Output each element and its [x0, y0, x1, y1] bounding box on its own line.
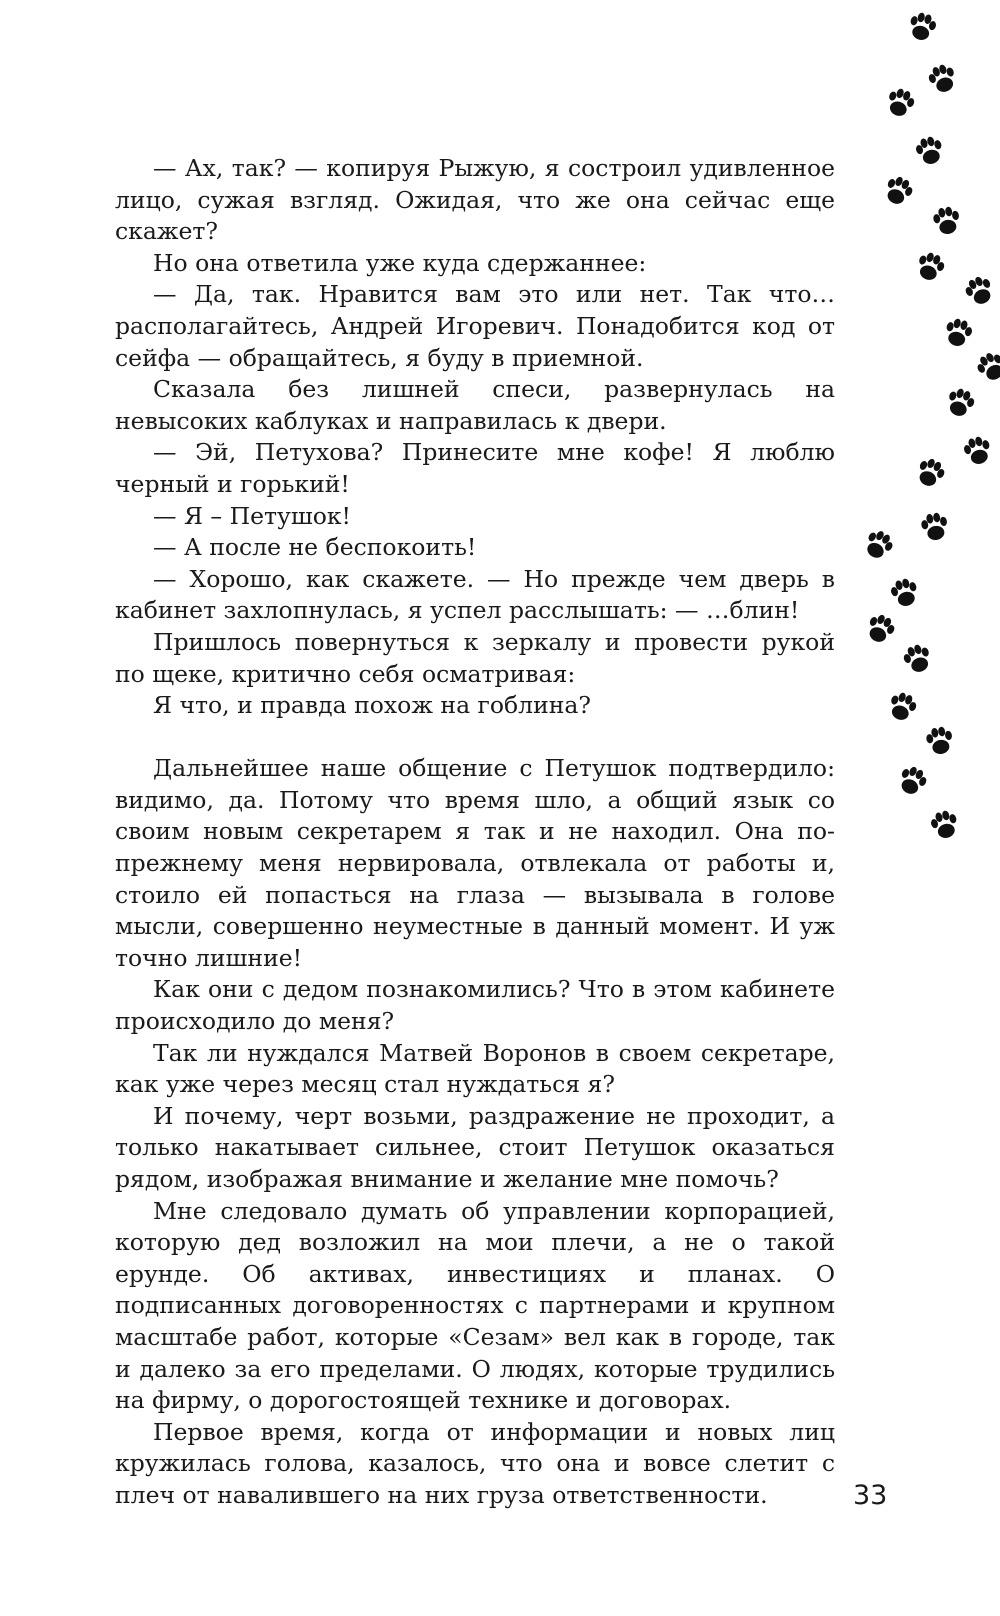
- paragraph: Дальнейшее наше общение с Петушок подтвердило: видимо, да. Потому что время шло, а общий язык со своим новым секретарем я так и не находил. Она по-прежнему меня нервировала, отвлекала от работы и, стоило ей попасться на глаза — вызывала в голове мысли, совершенно неуместные в данный момент. И уж точно лишние!: [115, 754, 835, 972]
- paw-print-icon: [881, 173, 916, 208]
- paw-print-icon: [886, 690, 919, 724]
- body-text: [115, 153, 835, 1512]
- paw-print-icon: [884, 86, 917, 120]
- paragraph: Мне следовало думать об управлении корпорацией, которую дед возложил на мои плечи, а не о такой ерунде. Об активах, инвестициях и планах. О подписанных договоренностях с партнерами и крупном масштабе работ, которые «Сезам» вел как в городе, так и далеко за его пределами. О людях, которые трудились на фирму, о дорогостоящей технике и договорах.: [115, 1196, 835, 1415]
- paragraph: Сказала без лишней спеси, развернулась на невысоких каблуках и направилась к двери.: [115, 375, 835, 435]
- paw-print-icon: [914, 250, 947, 284]
- paw-print-icon: [926, 62, 959, 96]
- paragraph: — Я – Петушок!: [153, 501, 351, 530]
- paw-print-icon: [863, 611, 898, 646]
- section-break: [115, 722, 835, 754]
- paw-print-icon: [929, 808, 961, 841]
- paw-print-icon: [901, 642, 934, 676]
- paragraph: — А после не беспокоить!: [153, 533, 477, 562]
- paragraph: — Хорошо, как скажете. — Но прежде чем дверь в кабинет захлопнулась, я успел расслышать: — …блин!: [115, 564, 835, 625]
- paw-print-icon: [913, 455, 948, 490]
- paw-print-icon: [942, 316, 974, 349]
- paw-print-icon: [962, 434, 994, 467]
- paw-print-icon: [944, 386, 977, 420]
- paragraph: Пришлось повернуться к зеркалу и провести рукой по щеке, критично себя осматривая:: [115, 627, 835, 688]
- page-number: 33: [853, 1480, 888, 1511]
- paw-print-icon: [925, 725, 955, 756]
- paw-print-icon: [932, 205, 962, 236]
- paragraph: — Ах, так? — копируя Рыжую, я состроил удивленное лицо, сужая взгляд. Ожидая, что же она сейчас еще скажет?: [115, 154, 835, 246]
- paw-print-icon: [973, 349, 1000, 385]
- paw-print-icon: [861, 527, 897, 563]
- paragraph: Так ли нуждался Матвей Воронов в своем секретаре, как уже через месяц стал нуждаться я?: [115, 1038, 835, 1099]
- paw-print-icon: [920, 511, 950, 542]
- paragraph: — Эй, Петухова? Принесите мне кофе! Я люблю черный и горький!: [115, 438, 835, 498]
- paw-print-icon: [906, 10, 938, 43]
- paragraph: И почему, черт возьми, раздражение не проходит, а только накатывает сильнее, стоит Петушок оказаться рядом, изображая внимание и желание мне помочь?: [115, 1101, 835, 1193]
- paragraph: — Да, так. Нравится вам это или нет. Так что… располагайтесь, Андрей Игоревич. Понадобится код от сейфа — обращайтесь, я буду в приемной.: [115, 280, 835, 372]
- paragraph: Я что, и правда похож на гоблина?: [153, 691, 592, 720]
- paw-print-icon: [962, 273, 997, 308]
- paw-print-icon: [889, 576, 921, 609]
- paw-print-icon: [895, 763, 930, 798]
- paragraph: Но она ответила уже куда сдержаннее:: [153, 248, 647, 277]
- paw-print-icon: [914, 134, 946, 167]
- paragraph: Как они с дедом познакомились? Что в этом кабинете происходило до меня?: [115, 975, 835, 1036]
- paragraph: Первое время, когда от информации и новых лиц кружилась голова, казалось, что она и вовсе слетит с плеч от навалившего на них груза ответственности.: [115, 1417, 835, 1509]
